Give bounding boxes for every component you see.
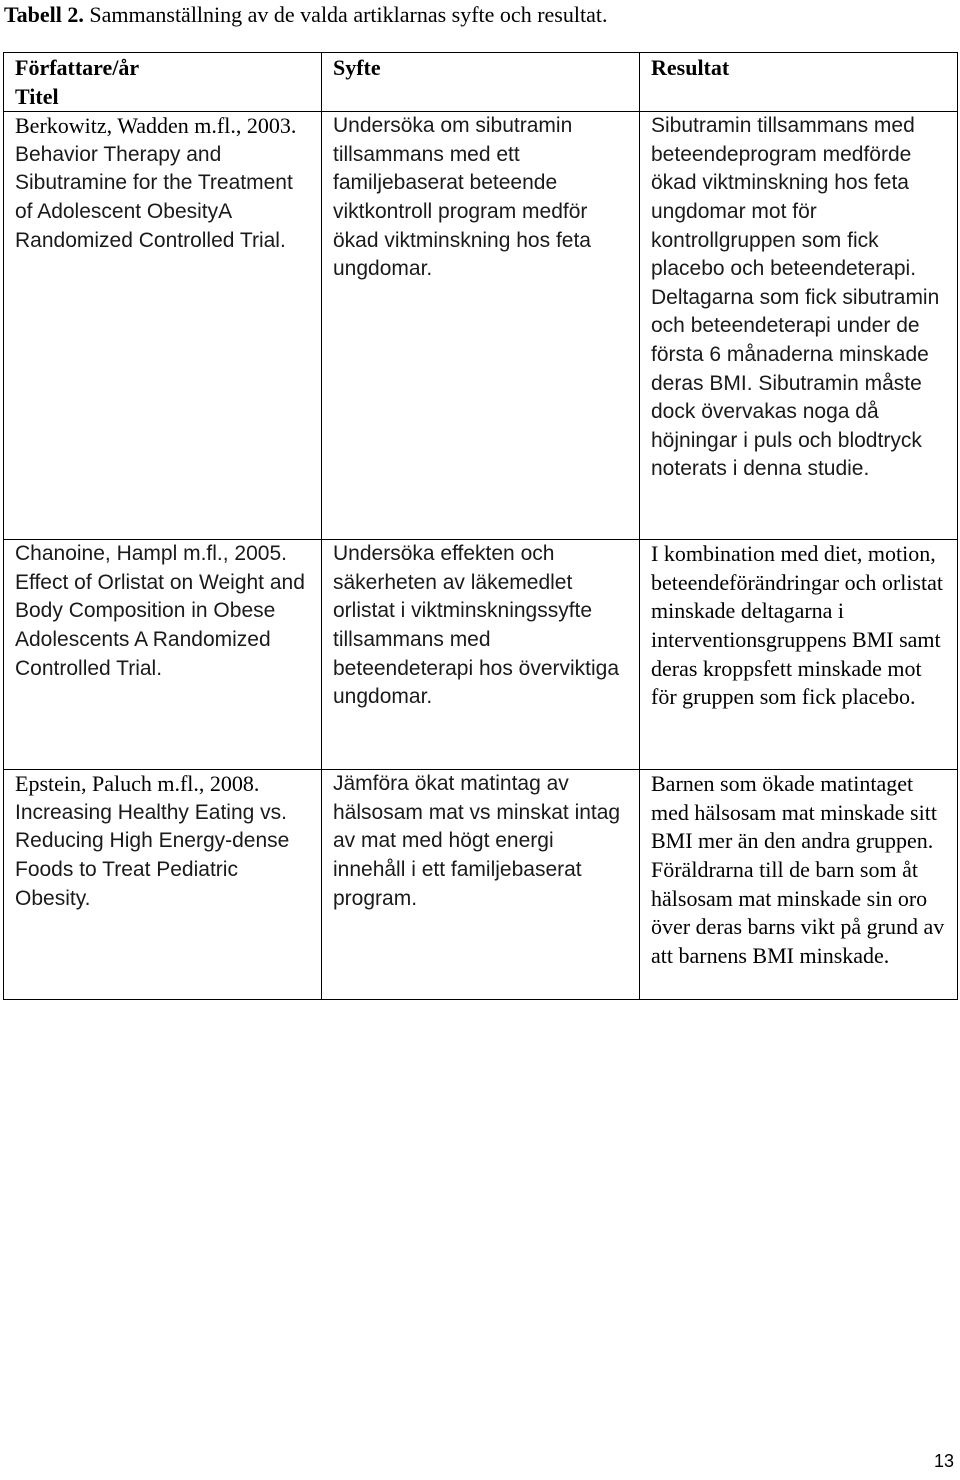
table-row: [4, 540, 958, 770]
table-caption-label: Tabell 2.: [4, 2, 84, 27]
purpose-text: Jämföra ökat matintag av hälsosam mat vs minskat intag av mat med högt energi innehåll i ett familjebaserat program.: [333, 772, 621, 910]
summary-table: [3, 52, 958, 1000]
table-row: [4, 112, 958, 540]
cell-result: [640, 540, 958, 770]
cell-author-title: [4, 770, 322, 1000]
header-title: Titel: [15, 83, 59, 109]
purpose-text: Undersöka effekten och säkerheten av läkemedlet orlistat i viktminskningssyfte tillsammans med beteendeterapi hos överviktiga ungdomar.: [333, 542, 620, 709]
table-caption: [4, 1, 607, 29]
header-purpose: Syfte: [322, 53, 640, 112]
cell-author-title: [4, 112, 322, 540]
page-number: 13: [933, 1451, 954, 1471]
purpose-text: Undersöka om sibutramin tillsammans med ett familjebaserat beteende viktkontroll program medför ökad viktminskning hos feta ungdomar.: [333, 114, 591, 281]
author-year: Chanoine, Hampl m.fl., 2005.: [15, 542, 287, 566]
cell-purpose: [322, 540, 640, 770]
header-author-title: [4, 53, 322, 112]
cell-author-title: [4, 540, 322, 770]
table-caption-text: Sammanställning av de valda artiklarnas syfte och resultat.: [89, 2, 608, 27]
article-title: Behavior Therapy and Sibutramine for the Treatment of Adolescent ObesityA Randomized Controlled Trial.: [15, 142, 293, 252]
author-year: Berkowitz, Wadden m.fl., 2003.: [15, 113, 297, 139]
header-author-year: Författare/år: [15, 55, 140, 80]
cell-result: [640, 112, 958, 540]
result-text: Sibutramin tillsammans med beteendeprogram medförde ökad viktminskning hos feta ungdomar mot för kontrollgruppen som fick placebo och beteendeterapi. Deltagarna som fick sibutramin och beteendeterapi under de första 6 månaderna minskade deras BMI. Sibutramin måste dock övervakas noga då höjningar i puls och blodtryck noterats i denna studie.: [651, 114, 940, 481]
cell-purpose: [322, 770, 640, 1000]
cell-result: [640, 770, 958, 1000]
author-year: Epstein, Paluch m.fl., 2008.: [15, 771, 260, 797]
result-text: Barnen som ökade matintaget med hälsosam mat minskade sitt BMI mer än den andra gruppen. Föräldrarna till de barn som åt hälsosam mat minskade sin oro över deras barns vikt på grund av att barnens BMI minskade.: [651, 771, 945, 968]
header-result: Resultat: [640, 53, 958, 112]
table-header-row: [4, 53, 958, 112]
article-title: Effect of Orlistat on Weight and Body Composition in Obese Adolescents A Randomized Controlled Trial.: [15, 570, 305, 680]
table-row: [4, 770, 958, 1000]
result-text: I kombination med diet, motion, beteendeförändringar och orlistat minskade deltagarna i interventionsgruppens BMI samt deras kroppsfett minskade mot för gruppen som fick placebo.: [651, 541, 943, 710]
article-title: Increasing Healthy Eating vs. Reducing High Energy-dense Foods to Treat Pediatric Obesity.: [15, 800, 290, 910]
cell-purpose: [322, 112, 640, 540]
